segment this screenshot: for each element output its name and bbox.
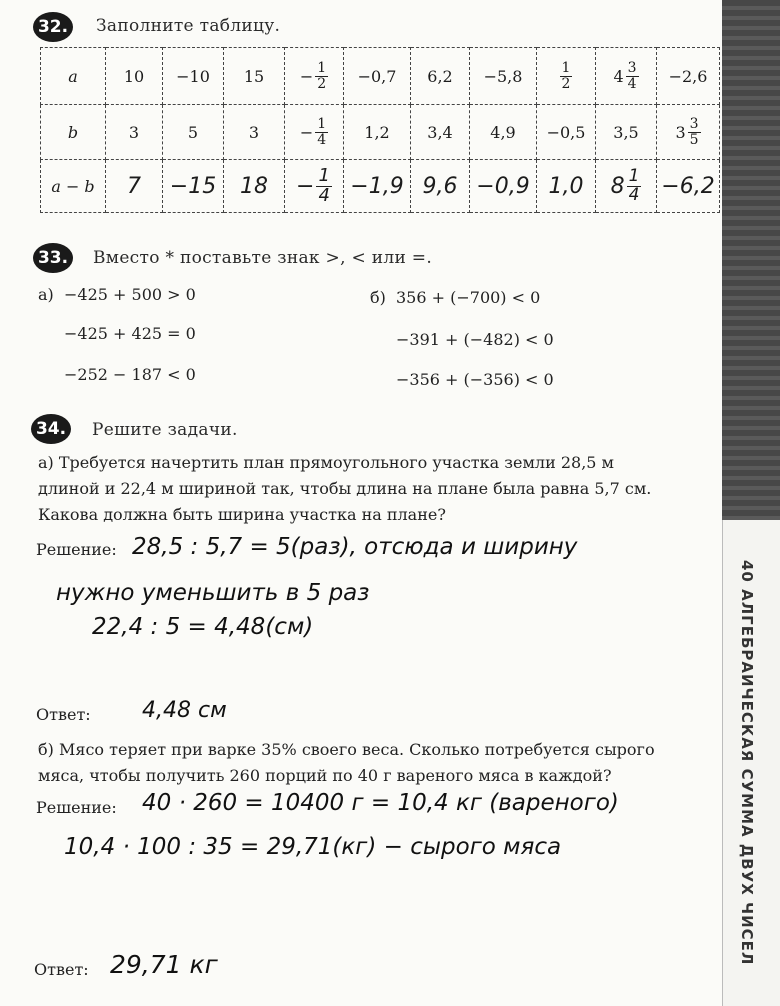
part-a-label: а): [38, 285, 54, 304]
table-cell: 1,2: [344, 105, 411, 160]
comparison-item: −425 + 425 = 0: [64, 324, 196, 343]
handwritten-cell: −15: [163, 160, 224, 213]
handwritten-solution: 22,4 : 5 = 4,48(см): [92, 614, 314, 640]
table-cell: 3 $\frac{3}{5}$: [657, 105, 720, 160]
comparison-item: −252 − 187 < 0: [64, 365, 196, 384]
table-cell: 3,4: [411, 105, 470, 160]
problem-a-text: Какова должна быть ширина участка на плане?: [38, 505, 446, 524]
handwritten-cell: 8 $\frac{1}{4}$: [596, 160, 657, 213]
task-33-badge: 33.: [33, 243, 73, 273]
table-cell: − $\frac{1}{2}$: [285, 48, 344, 105]
row-label: a − b: [41, 160, 106, 213]
table-cell: 10: [106, 48, 163, 105]
task-34-title: Решите задачи.: [92, 420, 238, 440]
part-b-label: б): [370, 288, 386, 307]
solution-label: Решение:: [36, 798, 117, 817]
handwritten-answer: 4,48 см: [142, 698, 227, 723]
table-cell: 3: [106, 105, 163, 160]
table-cell: 3: [224, 105, 285, 160]
page-edge-dark: [722, 0, 780, 520]
handwritten-cell: −1,9: [344, 160, 411, 213]
handwritten-cell: 18: [224, 160, 285, 213]
handwritten-cell: 7: [106, 160, 163, 213]
handwritten-answer: 29,71 кг: [110, 950, 218, 979]
table-cell: 4 $\frac{3}{4}$: [596, 48, 657, 105]
handwritten-solution: нужно уменьшить в 5 раз: [56, 580, 370, 606]
problem-a-text: а) Требуется начертить план прямоугольного участка земли 28,5 м: [38, 453, 614, 472]
problem-b-text: мяса, чтобы получить 260 порций по 40 г вареного мяса в каждой?: [38, 766, 612, 785]
table-cell: $\frac{1}{2}$: [537, 48, 596, 105]
handwritten-solution: 40 · 260 = 10400 г = 10,4 кг (вареного): [142, 790, 619, 816]
table-cell: 5: [163, 105, 224, 160]
table-cell: −0,7: [344, 48, 411, 105]
handwritten-solution: 10,4 · 100 : 35 = 29,71(кг) − сырого мяса: [64, 834, 562, 860]
handwritten-cell: 1,0: [537, 160, 596, 213]
table-cell: −0,5: [537, 105, 596, 160]
table-row-b: [41, 105, 720, 160]
running-header: 40 АЛГЕБРАИЧЕСКАЯ СУММА ДВУХ ЧИСЕЛ: [738, 560, 756, 966]
task-33-title: Вместо * поставьте знак >, < или =.: [93, 248, 433, 268]
table-row-diff: [41, 160, 720, 213]
answer-label: Ответ:: [36, 705, 91, 724]
task-32-title: Заполните таблицу.: [96, 16, 281, 36]
table-cell: 3,5: [596, 105, 657, 160]
table-cell: 4,9: [470, 105, 537, 160]
problem-a-text: длиной и 22,4 м шириной так, чтобы длина на плане была равна 5,7 см.: [38, 479, 652, 498]
table-cell: 15: [224, 48, 285, 105]
table-cell: −10: [163, 48, 224, 105]
handwritten-cell: −6,2: [657, 160, 720, 213]
handwritten-cell: −0,9: [470, 160, 537, 213]
comparison-item: −356 + (−356) < 0: [396, 370, 554, 389]
row-label: a: [41, 48, 106, 105]
comparison-item: −425 + 500 > 0: [64, 285, 196, 304]
answer-label: Ответ:: [34, 960, 89, 979]
handwritten-solution: 28,5 : 5,7 = 5(раз), отсюда и ширину: [132, 534, 578, 560]
solution-label: Решение:: [36, 540, 117, 559]
table-cell: −5,8: [470, 48, 537, 105]
task-32-badge: 32.: [33, 12, 73, 42]
handwritten-cell: 9,6: [411, 160, 470, 213]
row-label: b: [41, 105, 106, 160]
table-cell: 6,2: [411, 48, 470, 105]
comparison-item: 356 + (−700) < 0: [396, 288, 541, 307]
handwritten-cell: − $\frac{1}{4}$: [285, 160, 344, 213]
table-cell: − $\frac{1}{4}$: [285, 105, 344, 160]
table-row-a: [41, 48, 720, 105]
table-cell: −2,6: [657, 48, 720, 105]
problem-b-text: б) Мясо теряет при варке 35% своего веса. Сколько потребуется сырого: [38, 740, 655, 759]
difference-table: [40, 47, 720, 213]
task-34-badge: 34.: [31, 414, 71, 444]
comparison-item: −391 + (−482) < 0: [396, 330, 554, 349]
